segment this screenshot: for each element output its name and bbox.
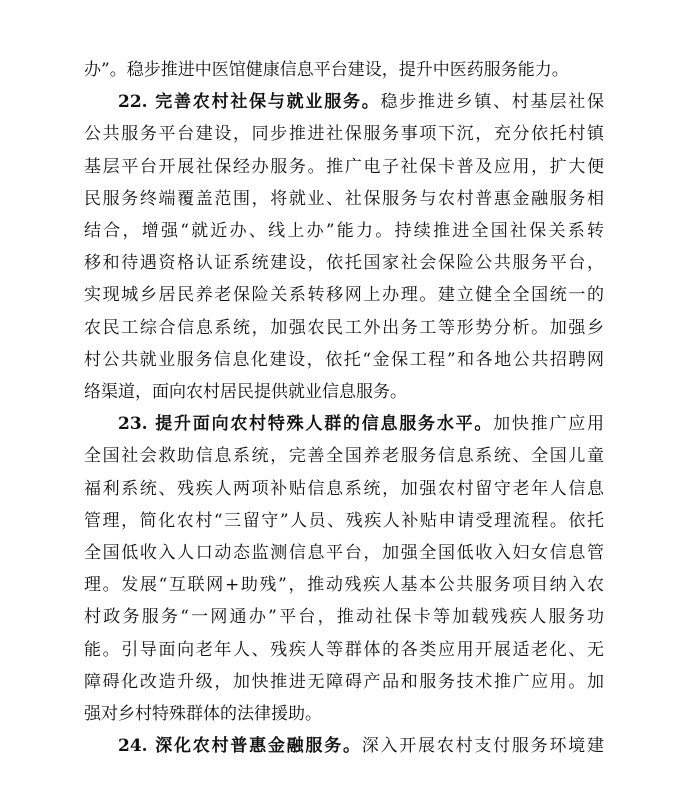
- line-text: 民服务终端覆盖范围，将就业、社保服务与农村普惠金融服务相: [84, 188, 604, 209]
- text-line: [84, 505, 604, 537]
- section-heading-line: [118, 408, 604, 440]
- line-text: 络渠道，面向农村居民提供就业信息服务。: [84, 382, 407, 402]
- line-text: 加快推广应用: [493, 414, 604, 435]
- line-text: 深入开展农村支付服务环境建: [361, 736, 604, 757]
- line-text: 理。发展“互联网+助残”，推动残疾人基本公共服务项目纳入农: [84, 575, 604, 596]
- text-line: [84, 54, 604, 86]
- line-text: 全国社会救助信息系统，完善全国养老服务信息系统、全国儿童: [84, 446, 604, 467]
- text-line: [84, 601, 604, 633]
- section-heading: 24. 深化农村普惠金融服务。: [118, 736, 362, 757]
- line-text: 结合，增强“就近办、线上办”能力。持续推进全国社保关系转: [84, 221, 604, 241]
- text-line: [84, 279, 604, 311]
- text-line: [84, 698, 604, 730]
- line-text: 移和待遇资格认证系统建设，依托国家社会保险公共服务平台，: [84, 253, 604, 274]
- line-text: 基层平台开展社保经办服务。推广电子社保卡普及应用，扩大便: [84, 156, 604, 177]
- line-text: 强对乡村特殊群体的法律援助。: [84, 704, 322, 724]
- text-line: [84, 537, 604, 569]
- text-line: [84, 440, 604, 472]
- section-heading-line: [118, 86, 604, 118]
- section-heading: 23. 提升面向农村特殊人群的信息服务水平。: [118, 414, 494, 435]
- line-text: 障碍化改造升级，加快推进无障碍产品和服务技术推广应用。加: [84, 671, 604, 692]
- line-text: 能。引导面向老年人、残疾人等群体的各类应用开展适老化、无: [84, 639, 604, 660]
- text-line: [84, 473, 604, 505]
- text-line: [84, 569, 604, 601]
- line-text: 管理，简化农村“三留守”人员、残疾人补贴申请受理流程。依托: [84, 510, 604, 531]
- text-line: [84, 215, 604, 247]
- line-text: 村公共就业服务信息化建设，依托“金保工程”和各地公共招聘网: [84, 349, 604, 370]
- text-line: [84, 376, 604, 408]
- line-text: 村政务服务“一网通办”平台，推动社保卡等加载残疾人服务功: [84, 607, 604, 628]
- line-text: 公共服务平台建设，同步推进社保服务事项下沉，充分依托村镇: [84, 124, 604, 145]
- line-text: 福利系统、残疾人两项补贴信息系统，加强农村留守老年人信息: [84, 478, 604, 499]
- text-line: [84, 151, 604, 183]
- text-line: [84, 247, 604, 279]
- text-line: [84, 183, 604, 215]
- line-text: 全国低收入人口动态监测信息平台，加强全国低收入妇女信息管: [84, 543, 604, 563]
- section-heading: 22. 完善农村社保与就业服务。: [118, 92, 381, 113]
- line-text: 农民工综合信息系统，加强农民工外出务工等形势分析。加强乡: [84, 317, 604, 338]
- text-line: [84, 344, 604, 376]
- line-text: 实现城乡居民养老保险关系转移网上办理。建立健全全国统一的: [84, 285, 604, 306]
- text-line: [84, 666, 604, 698]
- text-line: [84, 312, 604, 344]
- section-heading-line: [118, 730, 604, 762]
- text-line: [84, 634, 604, 666]
- text-line: [84, 118, 604, 150]
- line-text: 稳步推进乡镇、村基层社保: [380, 92, 604, 113]
- line-text: 办”。稳步推进中医馆健康信息平台建设，提升中医药服务能力。: [84, 60, 569, 80]
